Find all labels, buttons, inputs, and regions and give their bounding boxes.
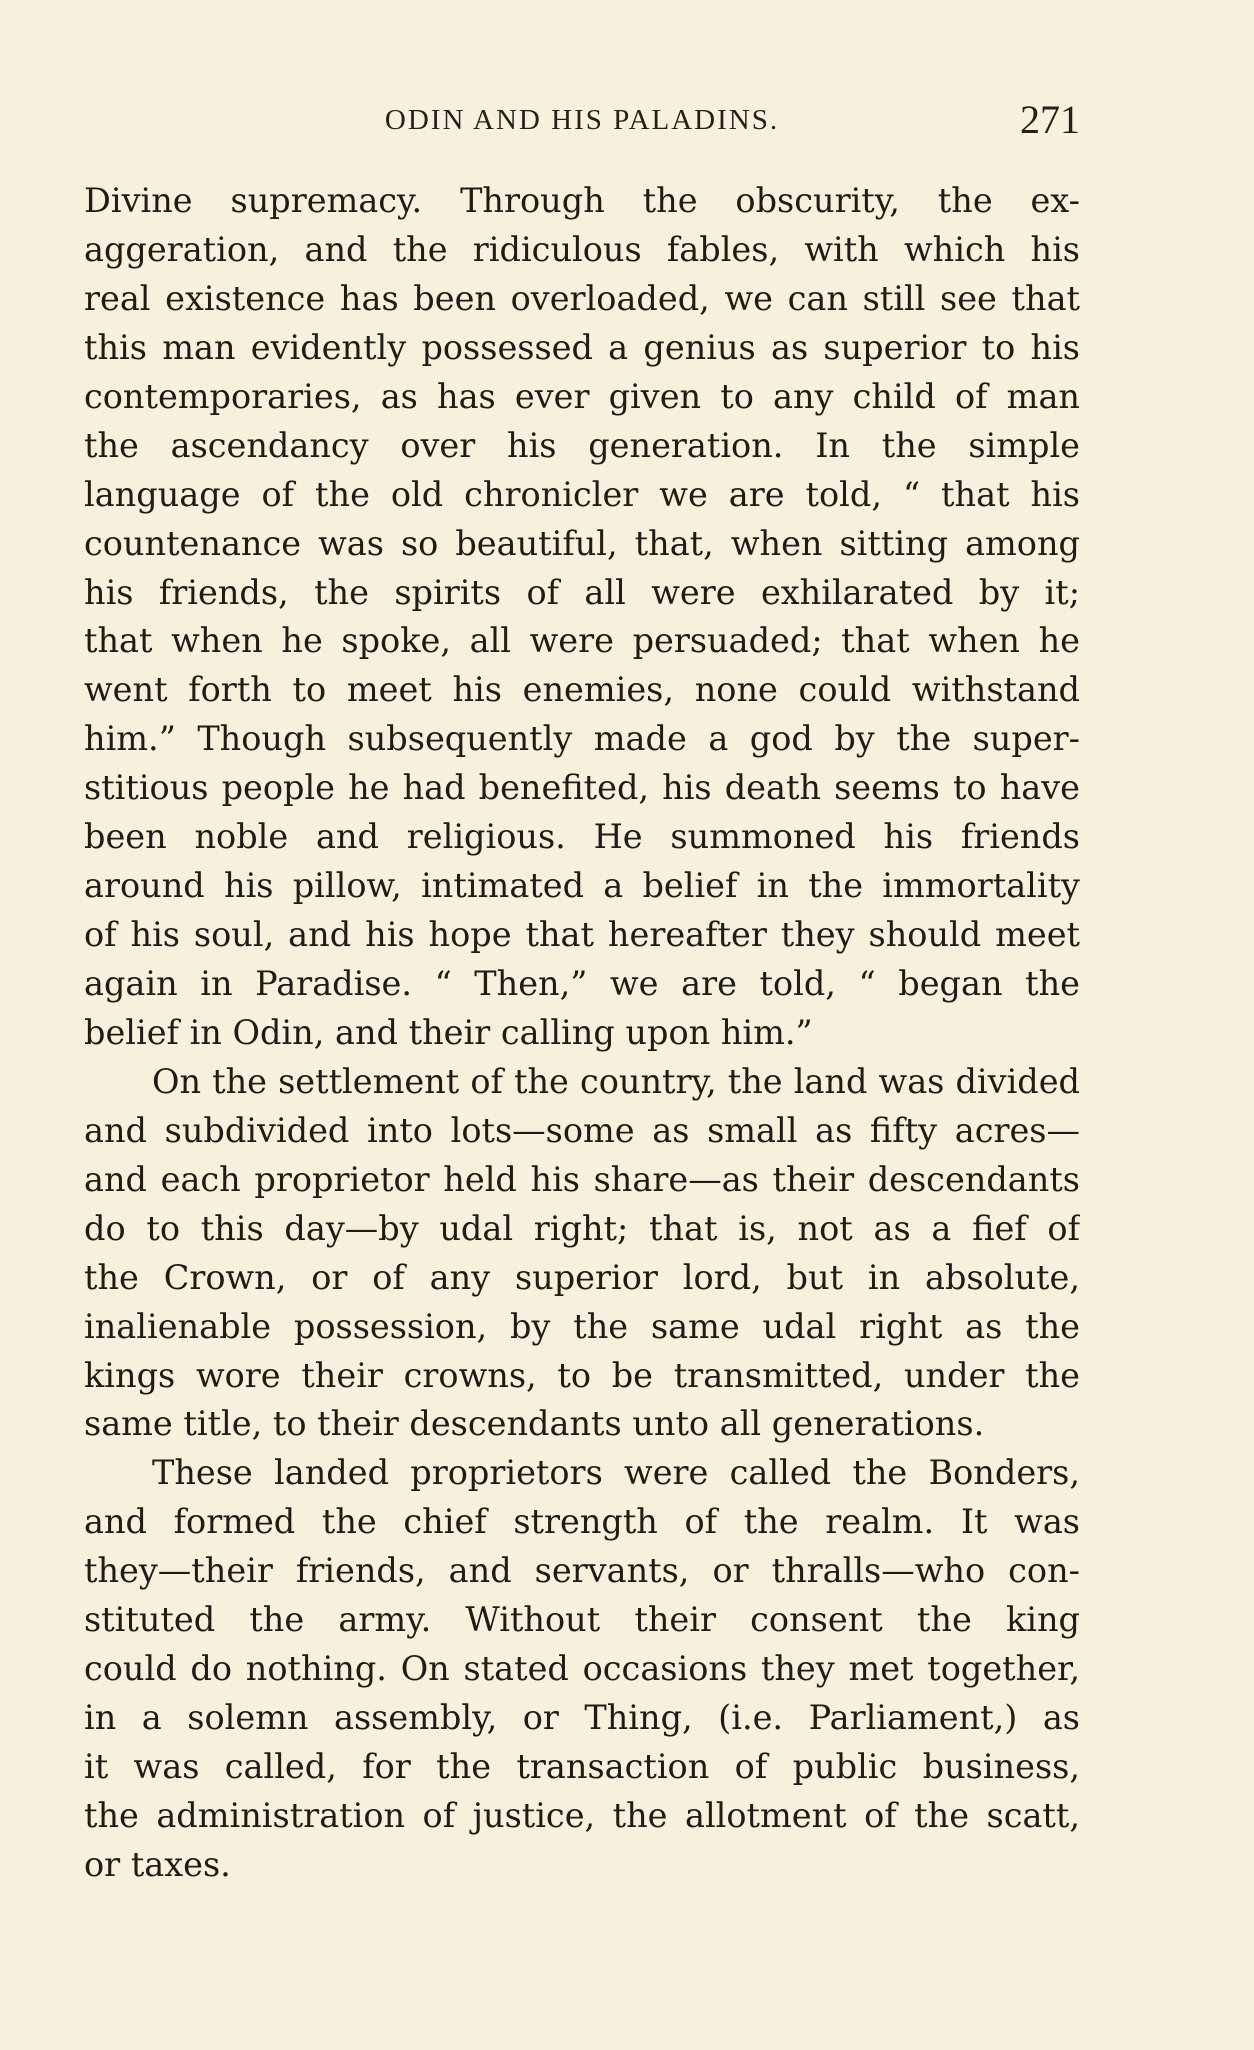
text-line: belief in Odin, and their calling upon him.”: [84, 1012, 813, 1052]
text-line: been noble and religious. He summoned his friends: [84, 817, 1080, 857]
page-header: [84, 98, 1080, 142]
text-line: countenance was so beautiful, that, when sitting among: [84, 523, 1080, 563]
text-line: of his soul, and his hope that hereafter they should meet: [84, 915, 1080, 955]
text-line: and each proprietor held his share—as their descendants: [84, 1159, 1080, 1199]
text-line: do to this day—by udal right; that is, not as a fief of: [84, 1208, 1080, 1248]
text-line: same title, to their descendants unto all generations.: [84, 1404, 985, 1444]
text-line: aggeration, and the ridiculous fables, with which his: [84, 229, 1080, 269]
text-line: real existence has been overloaded, we can still see that: [84, 278, 1080, 318]
text-line: the ascendancy over his generation. In the simple: [84, 425, 1080, 465]
text-line: and formed the chief strength of the realm. It was: [84, 1502, 1080, 1542]
text-line: around his pillow, intimated a belief in the immortality: [84, 866, 1080, 906]
text-line: the administration of justice, the allotment of the scatt,: [84, 1795, 1080, 1835]
text-line: language of the old chronicler we are told, “ that his: [84, 474, 1080, 514]
text-line: inalienable possession, by the same udal right as the: [84, 1306, 1080, 1346]
running-head: ODIN AND HIS PALADINS.: [384, 104, 780, 136]
text-line: his friends, the spirits of all were exhilarated by it;: [84, 572, 1080, 612]
text-line: they—their friends, and servants, or thralls—who con-: [84, 1551, 1080, 1591]
body-text: [84, 177, 1080, 1890]
text-line: it was called, for the transaction of public business,: [84, 1747, 1080, 1786]
text-line: kings wore their crowns, to be transmitted, under the: [84, 1355, 1080, 1395]
text-line: in a solemn assembly, or Thing, (i.e. Parliament,) as: [84, 1698, 1080, 1738]
text-line: him.” Though subsequently made a god by the super-: [84, 719, 1080, 759]
text-line: or taxes.: [84, 1844, 231, 1884]
text-line: this man evidently possessed a genius as superior to his: [84, 327, 1080, 367]
text-line: that when he spoke, all were persuaded; that when he: [84, 621, 1080, 661]
text-line: went forth to meet his enemies, none could withstand: [84, 670, 1080, 710]
text-line: contemporaries, as has ever given to any child of man: [84, 376, 1080, 416]
text-line: again in Paradise. “ Then,” we are told, “ began the: [84, 964, 1080, 1003]
text-line: stitious people he had benefited, his death seems to have: [84, 768, 1080, 808]
text-line: Divine supremacy. Through the obscurity, the ex-: [84, 181, 1080, 220]
text-line: These landed proprietors were called the Bonders,: [152, 1453, 1080, 1493]
page-number: 271: [1020, 97, 1080, 142]
text-line: the Crown, or of any superior lord, but in absolute,: [84, 1257, 1080, 1297]
text-line: stituted the army. Without their consent the king: [84, 1600, 1080, 1640]
text-line: and subdivided into lots—some as small as fifty acres—: [84, 1110, 1080, 1150]
text-line: could do nothing. On stated occasions they met together,: [84, 1649, 1080, 1689]
text-line: On the settlement of the country, the land was divided: [152, 1061, 1080, 1101]
